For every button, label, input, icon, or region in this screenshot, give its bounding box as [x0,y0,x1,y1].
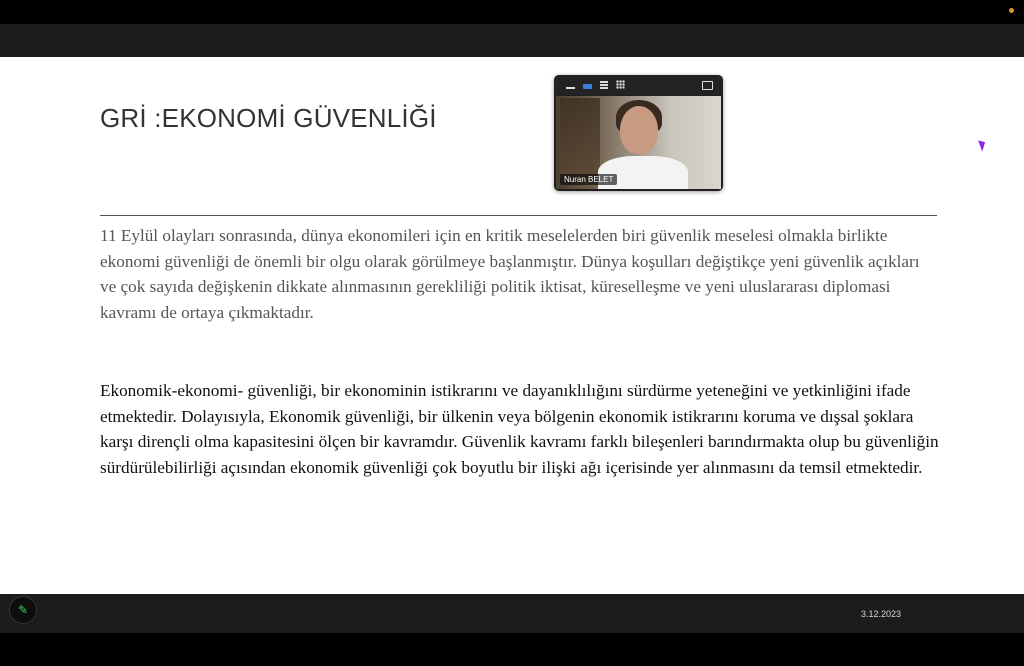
top-bar [0,0,1024,24]
background-shelf [560,98,600,178]
slide-paragraph-1: 11 Eylül olayları sonrasında, dünya ekonomileri için en kritik meselelerden biri güvenlik meselesi olmakla birlikte ekonomi güvenliği de önemli bir olgu olarak görülmeye başlanmıştır. Dünya koşulları değiştikçe yeni güvenlik açıkları ve çok sayıda değişkenin dikkate alınmasının gerekliliği politik iktisat, küreselleşme ve yeni uluslararası diplomasi kavramı de ortaya çıkmaktadır. [100,226,920,322]
mouse-pointer-icon [978,138,988,151]
bottom-bar [0,594,1024,633]
minimize-icon[interactable] [566,87,575,89]
title-divider [100,215,937,216]
date-label: 3.12.2023 [861,609,902,619]
slide-paragraph-2: Ekonomik-ekonomi- güvenliği, bir ekonominin istikrarını ve dayanıklılığını sürdürme yeteneğini ve yetkinliğini ifade etmektedir. Dolayısıyla, Ekonomik güvenliği, bir ülkenin veya bölgenin ekonomik istikrarını koruma ve dışsal şoklara karşı dirençli olma kapasitesini ölçen bir kavramdır. Güvenlik kavramı farklı bileşenleri barındırmakta olup bu güvenliğin sürdürülebilirliği açısından ekonomik güvenliği çok boyutlu bir ilişki ağı içerisinde yer alınmasını da temsil etmektedir. [100,381,939,477]
participant-face [620,106,658,154]
pencil-icon: ✎ [17,603,29,617]
video-thumbnail-window[interactable] [554,75,723,191]
slide-title: GRİ :EKONOMİ GÜVENLİĞİ [100,103,437,133]
video-window-controls [554,75,723,95]
participant-name-tag: Nuran BELET [560,174,617,185]
participant-video [556,96,721,189]
bottom-black-band [0,633,1024,666]
gallery-view-icon[interactable] [616,80,625,89]
shared-slide [0,57,1024,594]
meeting-toolbar-band [0,24,1024,57]
speaker-view-icon[interactable] [583,84,592,89]
status-dot-icon [1009,8,1014,13]
stacked-view-icon[interactable] [600,81,608,89]
exit-window-icon[interactable] [702,81,713,90]
annotate-button[interactable] [9,596,37,624]
